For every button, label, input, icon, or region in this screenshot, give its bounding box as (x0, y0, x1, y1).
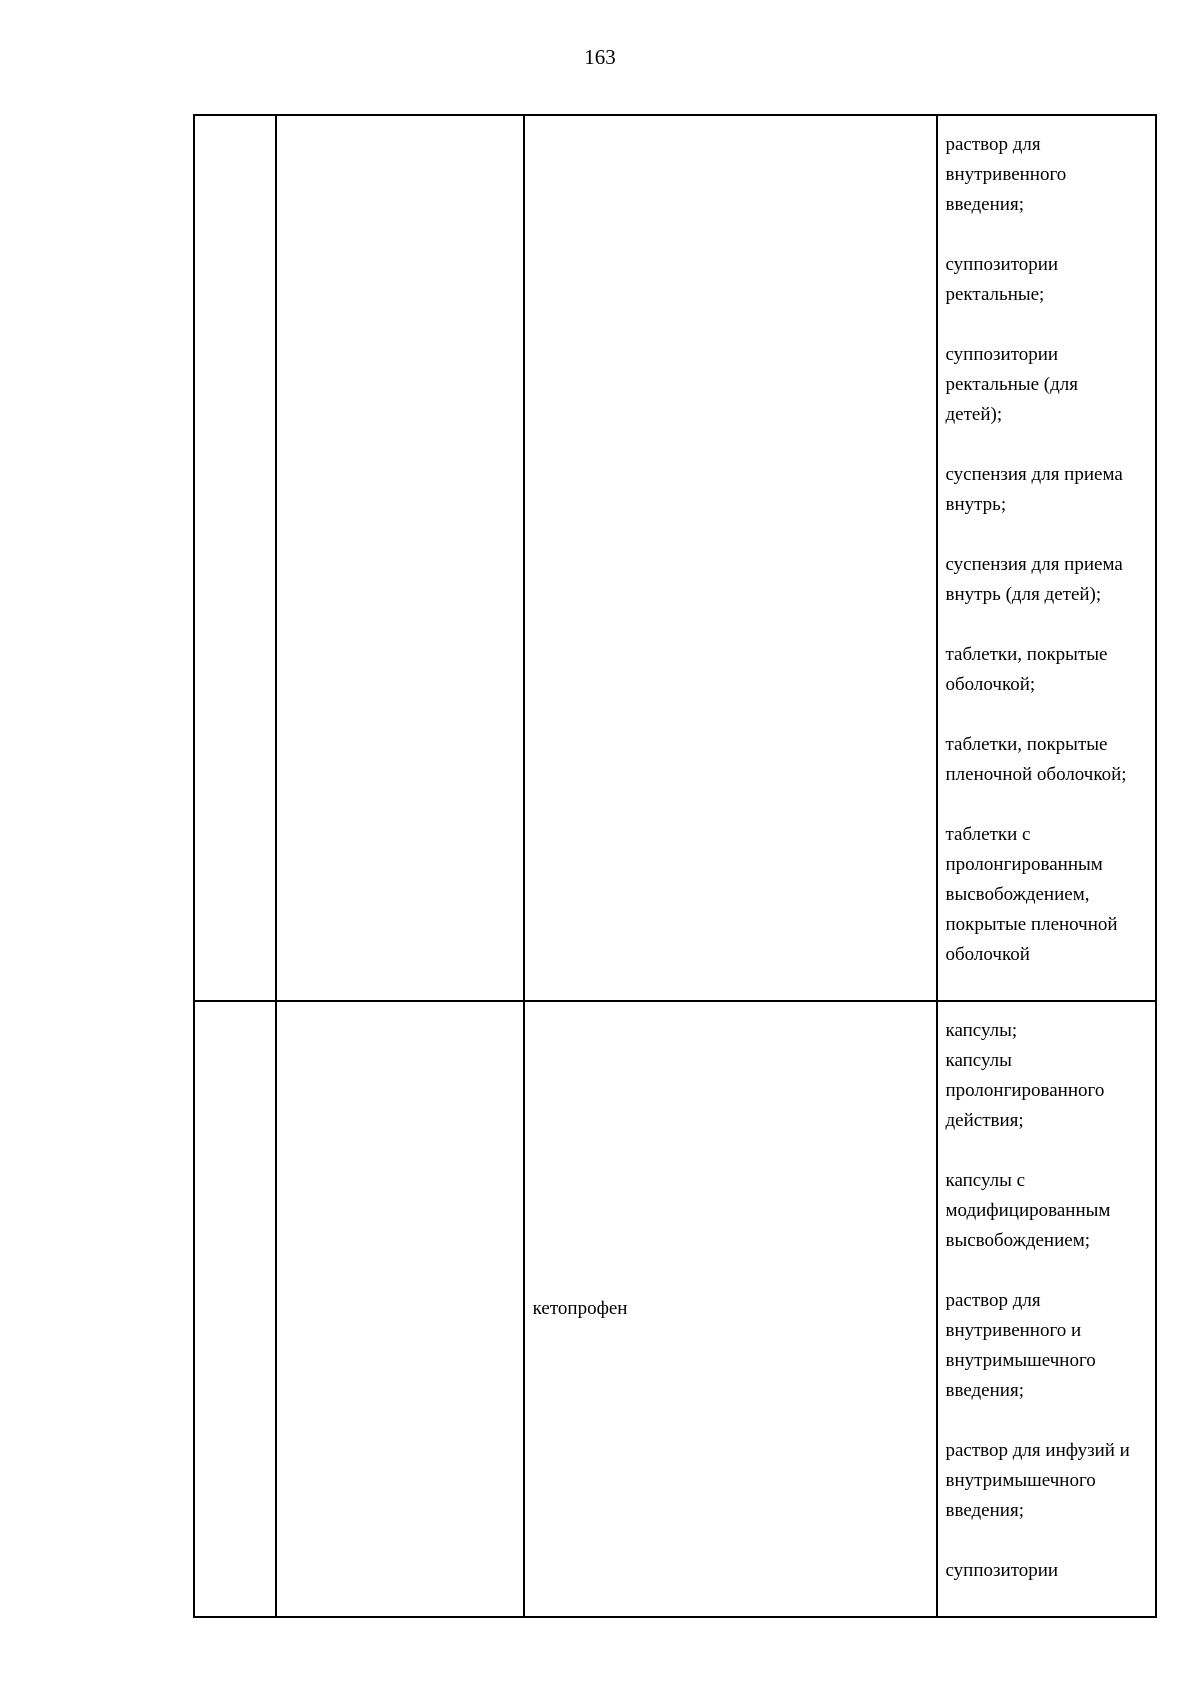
dosage-form-item: раствор для внутривенного введения; (945, 134, 1067, 215)
code-cell (194, 1001, 276, 1617)
dosage-forms-cell (937, 1001, 1157, 1617)
table-row (194, 1001, 1156, 1617)
page-number: 163 (584, 45, 616, 69)
drug-name: кетопрофен (532, 1298, 628, 1319)
dosage-form-item: суспензия для приема внутрь (для детей); (945, 554, 1123, 605)
group-cell (276, 1001, 524, 1617)
dosage-form-item: раствор для внутривенного и внутримышечного введения; (945, 1290, 1096, 1401)
dosage-form-item: суспензия для приема внутрь; (945, 464, 1123, 515)
dosage-form-item: таблетки с пролонгированным высвобождением, покрытые пленочной оболочкой (945, 824, 1118, 965)
dosage-form-item: таблетки, покрытые пленочной оболочкой; (945, 734, 1127, 785)
drug-name-cell (524, 115, 937, 1001)
dosage-form-item: суппозитории (945, 1560, 1059, 1581)
dosage-form-item: капсулы с модифицированным высвобождением; (945, 1170, 1111, 1251)
dosage-form-item: раствор для инфузий и внутримышечного введения; (945, 1440, 1130, 1521)
dosage-forms-cell (937, 115, 1157, 1001)
table-row (194, 115, 1156, 1001)
dosage-form-item: капсулы; капсулы пролонгированного действия; (945, 1020, 1105, 1131)
dosage-form-item: суппозитории ректальные; (945, 254, 1059, 305)
code-cell (194, 115, 276, 1001)
drug-table (193, 114, 1157, 1618)
dosage-form-item: суппозитории ректальные (для детей); (945, 344, 1079, 425)
drug-name-cell (524, 1001, 937, 1617)
group-cell (276, 115, 524, 1001)
dosage-form-item: таблетки, покрытые оболочкой; (945, 644, 1108, 695)
